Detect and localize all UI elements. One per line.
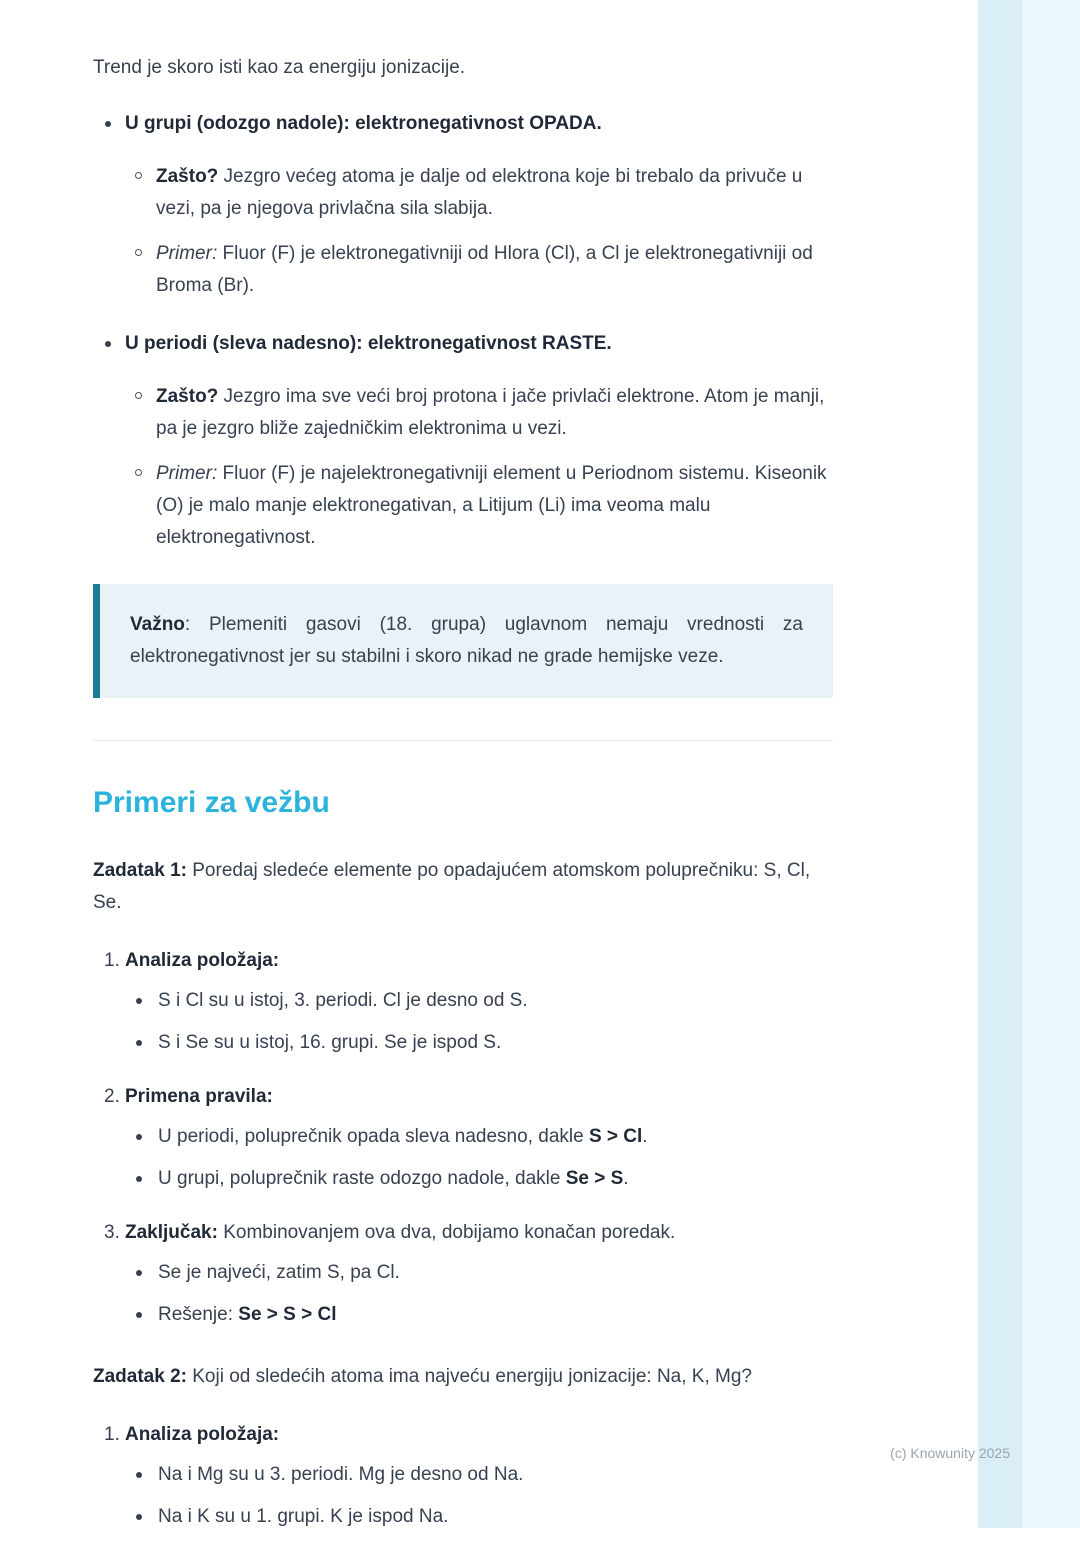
numbered-step-1 xyxy=(93,945,833,1059)
bullet-dot-icon xyxy=(136,1501,158,1533)
sub-item-zasto xyxy=(125,161,833,225)
list-item-text: U grupi, poluprečnik raste odozgo nadole, dakle Se > S. xyxy=(158,1168,629,1189)
step-number: 1. xyxy=(104,1424,120,1445)
list-item-text: S i Cl su u istoj, 3. periodi. Cl je desno od S. xyxy=(158,990,528,1011)
sub-item-text xyxy=(156,381,833,445)
bullet-item-period-trend xyxy=(93,328,833,554)
list-item xyxy=(136,1459,833,1491)
task1-paragraph xyxy=(93,855,833,919)
bullet-circle-icon xyxy=(125,161,156,225)
sub-item-primer xyxy=(125,238,833,302)
sub-item-body: Jezgro ima sve veći broj protona i jače privlači elektrone. Atom je manji, pa je jezgro bliže zajedničkim elektronima u vezi. xyxy=(156,386,825,439)
step-title: Analiza položaja: xyxy=(125,950,280,971)
sub-item-body: Jezgro većeg atoma je dalje od elektrona koje bi trebalo da privuče u vezi, pa je njegova privlačna sila slabija. xyxy=(156,166,803,219)
list-item-text: U periodi, poluprečnik opada sleva nadesno, dakle S > Cl. xyxy=(158,1126,648,1147)
step-title: Primena pravila: xyxy=(125,1086,273,1107)
sub-item-body: Fluor (F) je elektronegativniji od Hlora (Cl), a Cl je elektronegativniji od Broma (Br). xyxy=(156,243,813,296)
sub-item-text xyxy=(156,458,833,554)
numbered-step-2 xyxy=(93,1081,833,1195)
bullet-circle-icon xyxy=(125,458,156,554)
bullet-title: U grupi (odozgo nadole): elektronegativnost OPADA. xyxy=(125,113,602,134)
footer-copyright: (c) Knowunity 2025 xyxy=(890,1445,1010,1461)
bullet-circle-icon xyxy=(125,381,156,445)
step-number: 3. xyxy=(104,1222,120,1243)
section-heading: Primeri za vežbu xyxy=(93,786,330,819)
list-item xyxy=(136,1257,833,1289)
step-number: 2. xyxy=(104,1086,120,1107)
page-edge-stripe xyxy=(978,0,1080,1528)
step-title: Zaključak: xyxy=(125,1222,218,1243)
bullet-dot-icon xyxy=(136,985,158,1017)
list-item-text: Na i K su u 1. grupi. K je ispod Na. xyxy=(158,1506,449,1527)
numbered-step-1 xyxy=(93,1419,833,1533)
task2-label: Zadatak 2: xyxy=(93,1366,187,1387)
task1-steps xyxy=(93,945,833,1331)
page-edge-stripe-band xyxy=(978,0,1022,1528)
task1-label: Zadatak 1: xyxy=(93,860,187,881)
sub-item-body: Fluor (F) je najelektronegativniji element u Periodnom sistemu. Kiseonik (O) je malo manje elektronegativan, a Litijum (Li) ima veoma malu elektronegativnost. xyxy=(156,463,827,548)
list-item xyxy=(136,1163,833,1195)
bullet-dot-icon xyxy=(136,1299,158,1331)
bullet-dot-icon xyxy=(93,328,125,360)
callout-body: : Plemeniti gasovi (18. grupa) uglavnom nemaju vrednosti za elektronegativnost jer su stabilni i skoro nikad ne grade hemijske veze. xyxy=(130,614,803,667)
list-item-text: S i Se su u istoj, 16. grupi. Se je ispod S. xyxy=(158,1032,502,1053)
step-title-rest: Kombinovanjem ova dva, dobijamo konačan poredak. xyxy=(217,1222,676,1243)
sub-item-label: Zašto? xyxy=(156,386,219,407)
step-number: 1. xyxy=(104,950,120,971)
bullet-dot-icon xyxy=(136,1257,158,1289)
important-callout xyxy=(93,584,833,698)
document-content xyxy=(93,52,833,1555)
intro-paragraph: Trend je skoro isti kao za energiju jonizacije. xyxy=(93,57,466,78)
list-item xyxy=(136,985,833,1017)
list-item-text: Rešenje: Se > S > Cl xyxy=(158,1304,337,1325)
task2-paragraph xyxy=(93,1361,833,1393)
list-item-text: Se je najveći, zatim S, pa Cl. xyxy=(158,1262,400,1283)
sub-item-zasto xyxy=(125,381,833,445)
bullet-circle-icon xyxy=(125,238,156,302)
numbered-step-3 xyxy=(93,1217,833,1331)
callout-label: Važno xyxy=(130,614,185,635)
sub-item-text xyxy=(156,238,833,302)
sub-item-label: Zašto? xyxy=(156,166,219,187)
step-title: Analiza položaja: xyxy=(125,1424,280,1445)
sub-item-label: Primer: xyxy=(156,243,218,264)
bullet-dot-icon xyxy=(136,1163,158,1195)
bullet-title: U periodi (sleva nadesno): elektronegativnost RASTE. xyxy=(125,333,612,354)
list-item xyxy=(136,1121,833,1153)
bullet-dot-icon xyxy=(93,108,125,140)
task2-body: Koji od sledećih atoma ima najveću energiju jonizacije: Na, K, Mg? xyxy=(186,1366,753,1387)
bullet-dot-icon xyxy=(136,1027,158,1059)
task2-steps xyxy=(93,1419,833,1533)
sub-item-label: Primer: xyxy=(156,463,218,484)
task1-body: Poredaj sledeće elemente po opadajućem atomskom poluprečniku: S, Cl, Se. xyxy=(93,860,811,913)
sub-item-primer xyxy=(125,458,833,554)
section-divider xyxy=(93,740,833,741)
sub-item-text xyxy=(156,161,833,225)
bullet-item-group-trend xyxy=(93,108,833,302)
list-item-text: Na i Mg su u 3. periodi. Mg je desno od Na. xyxy=(158,1464,524,1485)
bullet-dot-icon xyxy=(136,1459,158,1491)
list-item xyxy=(136,1027,833,1059)
list-item xyxy=(136,1299,833,1331)
bullet-dot-icon xyxy=(136,1121,158,1153)
list-item xyxy=(136,1501,833,1533)
